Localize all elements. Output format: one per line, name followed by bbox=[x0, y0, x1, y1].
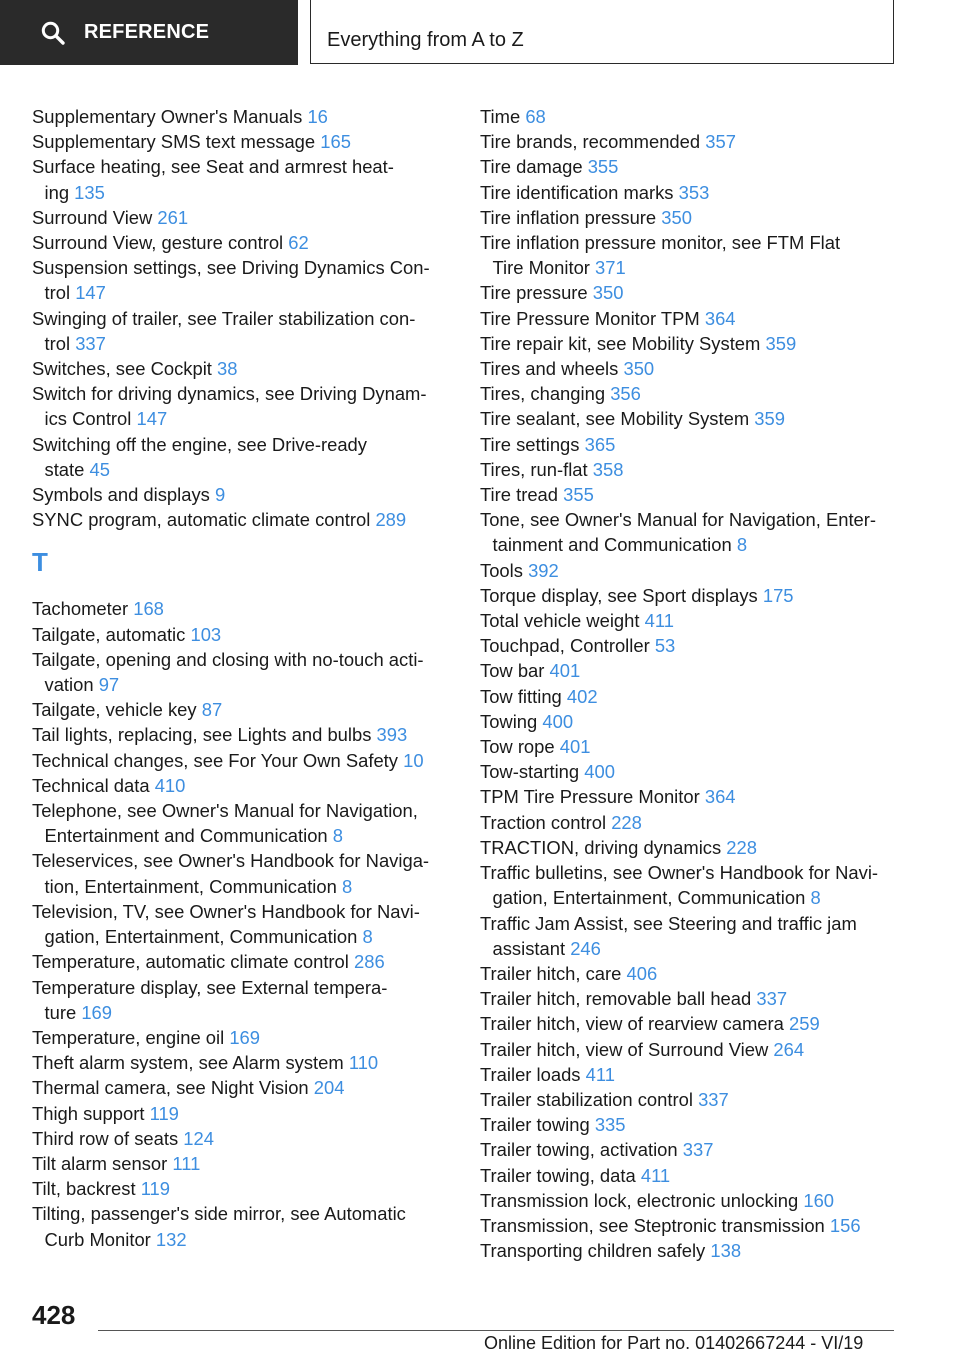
footer-divider bbox=[98, 1330, 894, 1331]
page-reference-link[interactable]: 228 bbox=[611, 811, 642, 833]
page-reference-link[interactable]: 16 bbox=[307, 106, 328, 127]
page-reference-link[interactable]: 124 bbox=[183, 1127, 214, 1149]
index-entry-text: Touchpad, Controller bbox=[480, 635, 650, 657]
index-entry-text: Tilt alarm sensor bbox=[32, 1152, 168, 1174]
index-column-right bbox=[480, 104, 910, 1263]
index-entry-text: Curb Monitor bbox=[44, 1228, 151, 1250]
page-reference-link[interactable]: 401 bbox=[559, 736, 591, 758]
index-entry bbox=[480, 1087, 910, 1112]
index-entry-text: Technical data bbox=[32, 774, 150, 796]
index-entry-text: Transporting children safely bbox=[480, 1240, 706, 1262]
index-entry-text: Supplementary SMS text message bbox=[32, 131, 316, 153]
index-entry-text: Temperature, engine oil bbox=[32, 1026, 225, 1048]
index-entry-text: Tailgate, vehicle key bbox=[32, 699, 197, 721]
index-entry-text: Tire brands, recommended bbox=[480, 131, 701, 153]
index-entry-text: Tow fitting bbox=[480, 685, 562, 707]
page-reference-link[interactable]: 337 bbox=[756, 988, 788, 1010]
index-entry-text: Trailer stabilization control bbox=[480, 1088, 693, 1110]
index-entry-text: Temperature, automatic climate control bbox=[32, 951, 349, 973]
page-reference-link[interactable]: 9 bbox=[215, 484, 226, 506]
index-entry bbox=[32, 129, 452, 154]
index-entry bbox=[480, 759, 910, 784]
index-entry-text: trol bbox=[44, 332, 71, 354]
page-reference-link[interactable]: 411 bbox=[640, 1164, 671, 1186]
page-reference-link[interactable]: 62 bbox=[288, 232, 309, 254]
page-reference-link[interactable]: 371 bbox=[595, 257, 626, 279]
index-entry bbox=[480, 482, 910, 507]
index-entry-text: Thermal camera, see Night Vision bbox=[32, 1077, 309, 1099]
index-entry bbox=[32, 798, 452, 848]
index-entry-text: Tilt, backrest bbox=[32, 1178, 136, 1200]
index-entry bbox=[480, 154, 910, 179]
index-entry-text: Trailer towing, data bbox=[480, 1164, 636, 1186]
index-entry-text: Switching off the engine, see Drive-ready bbox=[32, 433, 367, 455]
page-reference-link[interactable]: 169 bbox=[81, 1001, 113, 1023]
search-icon bbox=[40, 20, 66, 46]
index-entry bbox=[480, 961, 910, 986]
index-entry bbox=[480, 1037, 910, 1062]
index-entry-text: Thigh support bbox=[32, 1102, 145, 1124]
index-entry bbox=[480, 205, 910, 230]
index-entry-text: Symbols and displays bbox=[32, 484, 210, 506]
page-reference-link[interactable]: 8 bbox=[362, 926, 373, 948]
page-reference-link[interactable]: 353 bbox=[678, 181, 710, 203]
index-entry-text: ing bbox=[44, 181, 70, 203]
page-reference-link[interactable]: 350 bbox=[623, 358, 655, 380]
index-entry-text: Theft alarm system, see Alarm system bbox=[32, 1052, 344, 1074]
index-entry bbox=[480, 1213, 910, 1238]
page-reference-link[interactable]: 10 bbox=[403, 749, 424, 771]
reference-label: REFERENCE bbox=[84, 21, 210, 43]
index-entry-text: Trailer hitch, removable ball head bbox=[480, 988, 752, 1010]
page-reference-link[interactable]: 135 bbox=[74, 181, 105, 203]
index-entry bbox=[480, 1137, 910, 1162]
index-entry-text: Traffic Jam Assist, see Steering and traffic jam bbox=[480, 912, 857, 934]
reference-tab[interactable] bbox=[0, 0, 298, 65]
index-entry-text: Traffic bulletins, see Owner's Handbook for Navi- bbox=[480, 862, 879, 884]
index-entry bbox=[32, 432, 452, 482]
index-entry bbox=[32, 1050, 452, 1075]
index-list-s bbox=[32, 104, 452, 532]
index-entry bbox=[480, 129, 910, 154]
index-entry bbox=[32, 1176, 452, 1201]
index-entry-text: Transmission lock, electronic unlocking bbox=[480, 1189, 799, 1211]
index-entry-text: tainment and Communication bbox=[492, 534, 732, 556]
index-entry-text: Telephone, see Owner's Manual for Navigation, bbox=[32, 800, 418, 822]
page-reference-link[interactable]: 359 bbox=[754, 408, 785, 430]
page-reference-link[interactable]: 350 bbox=[661, 206, 692, 228]
index-entry-text: Towing bbox=[480, 710, 538, 732]
index-entry bbox=[32, 773, 452, 798]
page-reference-link[interactable]: 337 bbox=[682, 1139, 714, 1161]
index-entry-text: Total vehicle weight bbox=[480, 610, 640, 632]
index-entry-text: Trailer towing bbox=[480, 1114, 590, 1136]
page-number: 428 bbox=[32, 1300, 76, 1330]
page-reference-link[interactable]: 335 bbox=[594, 1114, 626, 1136]
index-entry bbox=[480, 583, 910, 608]
page-reference-link[interactable]: 289 bbox=[375, 509, 407, 531]
page-reference-link[interactable]: 147 bbox=[136, 408, 168, 430]
page-reference-link[interactable]: 204 bbox=[313, 1077, 345, 1099]
index-entry-text: TPM Tire Pressure Monitor bbox=[480, 786, 700, 808]
page-reference-link[interactable]: 68 bbox=[525, 106, 546, 127]
section-letter-t: T bbox=[32, 547, 48, 578]
index-entry-text: Tailgate, automatic bbox=[32, 623, 186, 645]
page-reference-link[interactable]: 406 bbox=[626, 962, 658, 984]
page-reference-link[interactable]: 393 bbox=[376, 724, 408, 746]
page-reference-link[interactable]: 358 bbox=[592, 458, 624, 480]
index-entry-text: Teleservices, see Owner's Handbook for Naviga- bbox=[32, 850, 430, 872]
index-entry bbox=[32, 1126, 452, 1151]
index-entry bbox=[480, 709, 910, 734]
index-entry bbox=[480, 911, 910, 961]
page-reference-link[interactable]: 175 bbox=[762, 584, 794, 606]
page-reference-link[interactable]: 364 bbox=[704, 307, 736, 329]
index-entry bbox=[32, 949, 452, 974]
index-entry bbox=[480, 835, 910, 860]
index-entry-text: Tires, changing bbox=[480, 383, 606, 405]
index-entry-text: Entertainment and Communication bbox=[44, 825, 328, 847]
index-entry bbox=[32, 975, 452, 1025]
page-reference-link[interactable]: 168 bbox=[133, 598, 164, 620]
index-entry bbox=[480, 684, 910, 709]
page-reference-link[interactable]: 355 bbox=[563, 484, 594, 506]
page-reference-link[interactable]: 356 bbox=[610, 383, 641, 405]
index-entry-text: Tire Monitor bbox=[492, 257, 590, 279]
index-entry-text: Tire damage bbox=[480, 156, 583, 178]
index-entry bbox=[480, 986, 910, 1011]
index-entry-text: Tilting, passenger's side mirror, see Automatic bbox=[32, 1203, 406, 1225]
index-entry bbox=[480, 734, 910, 759]
index-entry bbox=[32, 255, 452, 305]
index-entry-text: Temperature display, see External tempera- bbox=[32, 976, 388, 998]
page-reference-link[interactable]: 365 bbox=[584, 433, 616, 455]
index-entry bbox=[32, 205, 452, 230]
page-reference-link[interactable]: 401 bbox=[549, 660, 581, 682]
index-entry bbox=[480, 1238, 910, 1263]
index-entry bbox=[480, 658, 910, 683]
index-entry-text: Tire identification marks bbox=[480, 181, 674, 203]
index-entry bbox=[32, 622, 452, 647]
page-reference-link[interactable]: 264 bbox=[773, 1038, 805, 1060]
index-entry bbox=[32, 306, 452, 356]
index-entry-text: Tire sealant, see Mobility System bbox=[480, 408, 750, 430]
page-reference-link[interactable]: 364 bbox=[704, 786, 736, 808]
index-entry bbox=[480, 381, 910, 406]
page-reference-link[interactable]: 8 bbox=[332, 825, 344, 847]
index-entry bbox=[480, 860, 910, 910]
index-entry bbox=[32, 381, 452, 431]
index-entry bbox=[480, 356, 910, 381]
index-entry bbox=[32, 899, 452, 949]
index-entry bbox=[480, 507, 910, 557]
page-reference-link[interactable]: 97 bbox=[98, 674, 120, 696]
page-reference-link[interactable]: 111 bbox=[172, 1152, 201, 1174]
page-reference-link[interactable]: 8 bbox=[341, 875, 353, 897]
page-reference-link[interactable]: 147 bbox=[75, 282, 106, 304]
page-reference-link[interactable]: 400 bbox=[542, 710, 574, 732]
page-reference-link[interactable]: 359 bbox=[765, 332, 797, 354]
index-entry-text: Tire Pressure Monitor TPM bbox=[480, 307, 700, 329]
page-reference-link[interactable]: 355 bbox=[587, 156, 619, 178]
index-entry bbox=[480, 331, 910, 356]
index-entry bbox=[480, 633, 910, 658]
index-entry-text: Supplementary Owner's Manuals bbox=[32, 106, 303, 127]
page-reference-link[interactable]: 156 bbox=[829, 1214, 861, 1236]
index-entry-text: Swinging of trailer, see Trailer stabilization con- bbox=[32, 307, 416, 329]
index-entry bbox=[32, 647, 452, 697]
index-entry-text: Tachometer bbox=[32, 598, 129, 620]
index-entry-text: Tire settings bbox=[480, 433, 580, 455]
page-reference-link[interactable]: 259 bbox=[789, 1013, 820, 1035]
index-entry-text: gation, Entertainment, Communication bbox=[44, 926, 358, 948]
index-entry-text: Television, TV, see Owner's Handbook for Navi- bbox=[32, 900, 420, 922]
index-entry bbox=[480, 230, 910, 280]
index-entry bbox=[32, 848, 452, 898]
edition-footer: Online Edition for Part no. 01402667244 - VI/19 bbox=[484, 1333, 864, 1353]
index-entry bbox=[480, 1163, 910, 1188]
index-entry bbox=[480, 306, 910, 331]
page-reference-link[interactable]: 350 bbox=[592, 282, 624, 304]
page-reference-link[interactable]: 337 bbox=[75, 332, 106, 354]
index-entry-text: gation, Entertainment, Communication bbox=[492, 887, 806, 909]
index-entry-text: assistant bbox=[492, 937, 566, 959]
index-entry-text: Tire repair kit, see Mobility System bbox=[480, 332, 761, 354]
index-entry bbox=[32, 748, 452, 773]
index-entry bbox=[480, 104, 910, 129]
index-entry-text: SYNC program, automatic climate control bbox=[32, 509, 371, 531]
page-reference-link[interactable]: 411 bbox=[644, 610, 674, 632]
page-reference-link[interactable]: 261 bbox=[157, 206, 189, 228]
index-entry bbox=[32, 104, 452, 129]
index-column-left bbox=[32, 104, 452, 1252]
page-reference-link[interactable]: 402 bbox=[566, 685, 598, 707]
index-entry-text: state bbox=[44, 458, 85, 480]
index-entry-text: Tail lights, replacing, see Lights and bulbs bbox=[32, 724, 372, 746]
index-entry-text: Trailer towing, activation bbox=[480, 1139, 678, 1161]
page-reference-link[interactable]: 411 bbox=[585, 1063, 615, 1085]
index-entry bbox=[480, 1062, 910, 1087]
index-entry-text: Trailer hitch, view of rearview camera bbox=[480, 1013, 784, 1035]
index-entry-text: TRACTION, driving dynamics bbox=[480, 836, 722, 858]
index-entry-text: Surround View, gesture control bbox=[32, 232, 284, 254]
index-entry-text: Suspension settings, see Driving Dynamics Con- bbox=[32, 257, 430, 279]
page-reference-link[interactable]: 103 bbox=[190, 623, 222, 645]
page-reference-link[interactable]: 132 bbox=[155, 1228, 187, 1250]
index-entry-text: Torque display, see Sport displays bbox=[480, 584, 758, 606]
index-entry bbox=[480, 457, 910, 482]
index-entry-text: Transmission, see Steptronic transmission bbox=[480, 1214, 825, 1236]
index-entry-text: Tires and wheels bbox=[480, 358, 619, 380]
index-entry-text: Third row of seats bbox=[32, 1127, 179, 1149]
index-entry-text: Tools bbox=[480, 559, 523, 581]
index-entry bbox=[32, 230, 452, 255]
index-entry-text: Tires, run-flat bbox=[480, 458, 588, 480]
index-entry-text: ics Control bbox=[44, 408, 132, 430]
page-reference-link[interactable]: 45 bbox=[89, 458, 110, 480]
index-entry-text: Tire inflation pressure monitor, see FTM Flat bbox=[480, 232, 841, 254]
index-entry bbox=[32, 697, 452, 722]
page-reference-link[interactable]: 228 bbox=[726, 836, 757, 858]
index-entry-text: Surface heating, see Seat and armrest heat- bbox=[32, 156, 394, 178]
index-entry-text: tion, Entertainment, Communication bbox=[44, 875, 337, 897]
index-entry-text: Tone, see Owner's Manual for Navigation, Enter- bbox=[480, 509, 877, 531]
index-entry bbox=[480, 1188, 910, 1213]
index-entry-text: Switch for driving dynamics, see Driving Dynam- bbox=[32, 383, 427, 405]
page-reference-link[interactable]: 165 bbox=[320, 131, 351, 153]
index-entry-text: vation bbox=[44, 674, 94, 696]
index-entry bbox=[480, 432, 910, 457]
page-reference-link[interactable]: 119 bbox=[149, 1102, 179, 1124]
index-entry bbox=[32, 154, 452, 204]
index-entry bbox=[480, 406, 910, 431]
index-entry bbox=[32, 1075, 452, 1100]
page-reference-link[interactable]: 87 bbox=[201, 699, 223, 721]
index-entry bbox=[480, 608, 910, 633]
index-entry-text: Tire inflation pressure bbox=[480, 206, 657, 228]
page-reference-link[interactable]: 169 bbox=[229, 1026, 261, 1048]
index-entry bbox=[32, 356, 452, 381]
page-reference-link[interactable]: 8 bbox=[736, 534, 748, 556]
index-entry-text: Surround View bbox=[32, 206, 153, 228]
index-entry bbox=[32, 1201, 452, 1251]
index-entry-text: Tire tread bbox=[480, 484, 559, 506]
page-reference-link[interactable]: 246 bbox=[570, 937, 601, 959]
page-reference-link[interactable]: 410 bbox=[154, 774, 186, 796]
index-entry-text: Technical changes, see For Your Own Safety bbox=[32, 749, 398, 771]
index-entry-text: Time bbox=[480, 106, 521, 127]
page-header bbox=[0, 0, 960, 66]
index-entry bbox=[480, 558, 910, 583]
index-entry-text: Trailer hitch, care bbox=[480, 962, 622, 984]
chapter-title: Everything from A to Z bbox=[327, 29, 524, 51]
index-entry bbox=[32, 596, 452, 621]
index-entry bbox=[32, 1151, 452, 1176]
page-reference-link[interactable]: 337 bbox=[698, 1088, 729, 1110]
index-entry bbox=[480, 280, 910, 305]
index-entry bbox=[480, 180, 910, 205]
page-reference-link[interactable]: 357 bbox=[705, 131, 736, 153]
page-reference-link[interactable]: 119 bbox=[140, 1178, 171, 1200]
index-entry-text: Tow-starting bbox=[480, 761, 580, 783]
index-entry-text: Tow rope bbox=[480, 736, 555, 758]
page-reference-link[interactable]: 110 bbox=[348, 1052, 379, 1074]
index-entry-text: Traction control bbox=[480, 811, 607, 833]
index-list-t bbox=[32, 596, 452, 1251]
page-reference-link[interactable]: 38 bbox=[217, 358, 238, 380]
index-entry bbox=[480, 784, 910, 809]
index-entry-text: Tire pressure bbox=[480, 282, 588, 304]
index-entry bbox=[32, 1101, 452, 1126]
index-entry-text: Trailer loads bbox=[480, 1063, 581, 1085]
index-entry bbox=[32, 507, 452, 532]
index-list-t-continued bbox=[480, 104, 910, 1263]
chapter-title-box bbox=[310, 0, 894, 64]
index-entry-text: Tailgate, opening and closing with no-touch acti- bbox=[32, 648, 424, 670]
index-entry bbox=[32, 1025, 452, 1050]
index-entry bbox=[480, 1011, 910, 1036]
index-entry bbox=[480, 810, 910, 835]
index-entry bbox=[32, 722, 452, 747]
index-entry-text: Tow bar bbox=[480, 660, 545, 682]
index-entry-text: ture bbox=[44, 1001, 77, 1023]
page-reference-link[interactable]: 160 bbox=[803, 1189, 835, 1211]
page-reference-link[interactable]: 392 bbox=[528, 559, 559, 581]
page-reference-link[interactable]: 53 bbox=[654, 635, 676, 657]
index-entry-text: trol bbox=[44, 282, 71, 304]
index-entry-text: Trailer hitch, view of Surround View bbox=[480, 1038, 769, 1060]
page-reference-link[interactable]: 8 bbox=[810, 887, 821, 909]
index-entry bbox=[32, 482, 452, 507]
page-reference-link[interactable]: 286 bbox=[354, 951, 385, 973]
page-reference-link[interactable]: 400 bbox=[584, 761, 615, 783]
index-entry-text: Switches, see Cockpit bbox=[32, 358, 212, 380]
page-reference-link[interactable]: 138 bbox=[710, 1240, 742, 1262]
index-entry bbox=[480, 1112, 910, 1137]
